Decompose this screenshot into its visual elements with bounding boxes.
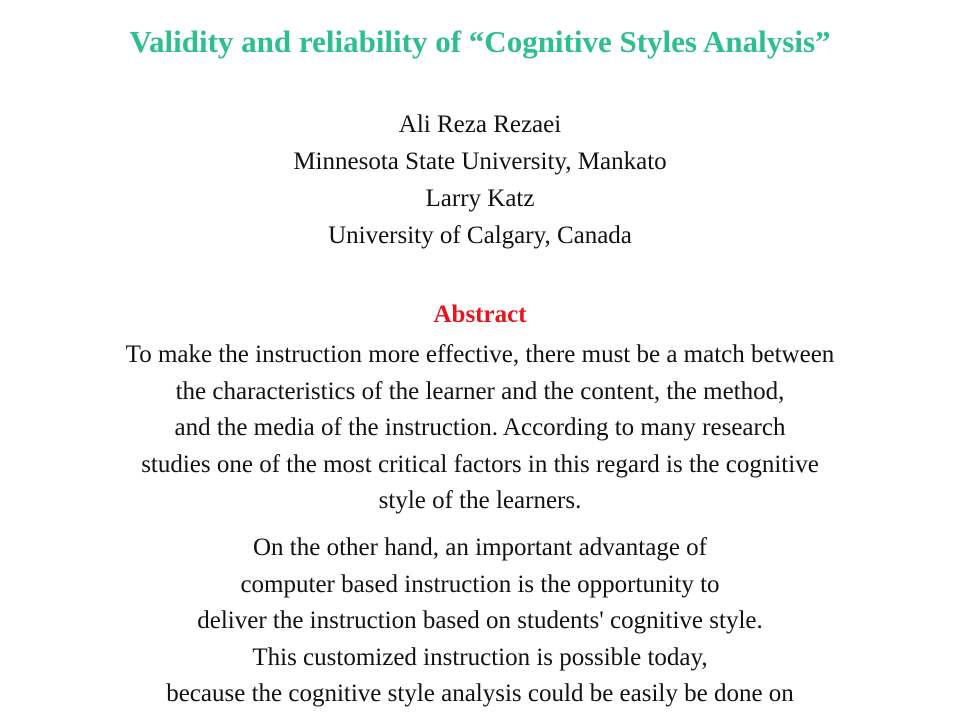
- abstract-line: computer based instruction is the opportunity to: [240, 570, 720, 598]
- abstract-line: the characteristics of the learner and the content, the method,: [175, 377, 785, 405]
- abstract-line: and the media of the instruction. According to many research: [174, 414, 786, 441]
- author-affiliation: University of Calgary, Canada: [328, 222, 632, 249]
- author-name: Ali Reza Rezaei: [398, 111, 562, 138]
- page-title: Validity and reliability of “Cognitive Styles Analysis”: [129, 24, 831, 59]
- abstract-line: because the cognitive style analysis could be easily be done on: [166, 680, 794, 707]
- author-name: Larry Katz: [425, 185, 535, 212]
- author-affiliation: Minnesota State University, Mankato: [293, 148, 667, 175]
- abstract-paragraph: [0, 530, 960, 713]
- abstract-line: deliver the instruction based on students' cognitive style.: [197, 607, 763, 634]
- abstract-line: To make the instruction more effective, there must be a match between: [125, 341, 835, 368]
- abstract-line: studies one of the most critical factors in this regard is the cognitive: [141, 450, 819, 478]
- abstract-line: On the other hand, an important advantage of: [252, 534, 708, 561]
- abstract-line: style of the learners.: [378, 487, 582, 514]
- author-block: [0, 106, 960, 254]
- abstract-heading: Abstract: [433, 301, 527, 328]
- abstract-paragraph: [0, 337, 960, 520]
- abstract-line: This customized instruction is possible today,: [252, 643, 708, 671]
